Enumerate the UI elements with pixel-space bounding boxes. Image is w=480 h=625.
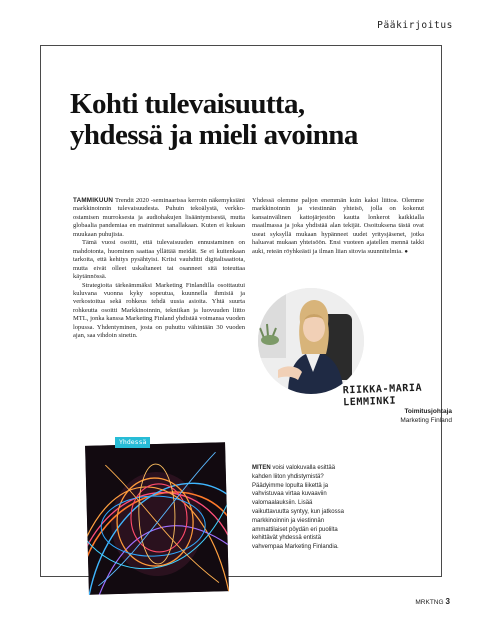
body-paragraph-1-text: Trendit 2020 -seminaarissa kerroin näkemyksiäni markkinoinnin tulevaisuudesta. Puhuin tekoälystä, verkko-ostamisen murroksesta ja audiohakujen lisääntymisestä, mutta globaalia pandemiaa en maininnut sanallakaan. Kuten ei kukaan muukaan puhujista. [73, 197, 245, 238]
signature [343, 383, 423, 410]
signature-first-name: RIIKKA-MARIA [342, 382, 423, 397]
body-paragraph-4 [252, 197, 424, 256]
author-title [400, 407, 452, 425]
page-number: 3 [445, 597, 450, 606]
page-folio [415, 597, 450, 606]
author-organization: Marketing Finland [400, 417, 452, 424]
signature-last-name: LEMMINKI [343, 395, 397, 409]
bullet-icon: ● [404, 248, 408, 255]
portrait-illustration [258, 288, 364, 394]
body-paragraph-3: Strategioita tärkeämmäksi Marketing Finlandilla osoittautui kuluvana vuonna kyky sopeutua, kuunnella ihmisiä ja verkostoitua sekä rohkeus tehdä uusia asioita. Yhtä suurta rohkeutta osoitti Markkinoinnin, tekniikan ja luovuuden liitto MTL, jonka kanssa Marketing Finland yhdistää voimansa vuoden lopussa. Yhdentyminen, josta on puhuttu vähintään 30 vuoden ajan, saa vihdoin sinetin. [73, 281, 245, 340]
body-paragraph-2: Tämä vuosi osoitti, että tulevaisuuden ennustaminen on mahdotonta, huominen saattaa yllättää meidät. Se ei kuitenkaan tarkoita, että kehitys pysähtyisi. Kriisi vauhditti digitalisaatiota, mutta eivät olleet uskaltaneet tai osanneet sitä toteuttaa käytännössä. [73, 239, 245, 281]
section-label: Pääkirjoitus [377, 20, 453, 31]
body-paragraph-1 [73, 197, 245, 239]
headline [70, 89, 430, 151]
author-role: Toimitusjohtaja [404, 408, 452, 415]
photo-tag: Yhdessä [115, 437, 150, 448]
body-paragraph-4-text: Yhdessä olemme paljon enemmän kuin kaksi liittoa. Olemme markkinoinnin ja viestinnän yhteisö, jolla on kokenut kansainvälinen kattojärjestön kautta lonkerot kaikkialla maailmassa ja joka yhdistää alan tekijät. Osoituksena tästä ovat useat syksyllä mukaan hypänneet uudet yritysjäsenet, jotka haluavat mukaan yhteisöön. Ensi vuoteen ajatellen mennä takki auki, reteän röyhkeästi ja ilman liian sitovia suunnitelmia. [252, 197, 424, 255]
author-portrait [258, 288, 364, 394]
light-painting-photo [85, 442, 229, 595]
body-column-right [252, 197, 424, 256]
magazine-name: MRKTNG [415, 599, 444, 606]
photo-caption [252, 464, 350, 552]
caption-text: voisi valokuvalla esittää kahden liiton yhdistymistä? Päädyimme lopulta liikettä ja vahvistuvaa virtaa kuvaaviin valomaalauksiin. Lisää vaikuttavuutta syntyy, kun jatkossa markkinoinnin ja viestinnän ammattilaiset pöydän eri puolilta kehittävät yhdessä entistä vahvempaa Marketing Finlandia. [252, 465, 344, 551]
lead-in: TAMMIKUUN [73, 197, 114, 204]
headline-line-1: Kohti tulevaisuutta, [70, 88, 305, 120]
headline-line-2: yhdessä ja mieli avoinna [70, 119, 358, 151]
caption-lead: MITEN [252, 465, 271, 471]
light-painting-image [85, 442, 229, 595]
body-column-left [73, 197, 245, 341]
